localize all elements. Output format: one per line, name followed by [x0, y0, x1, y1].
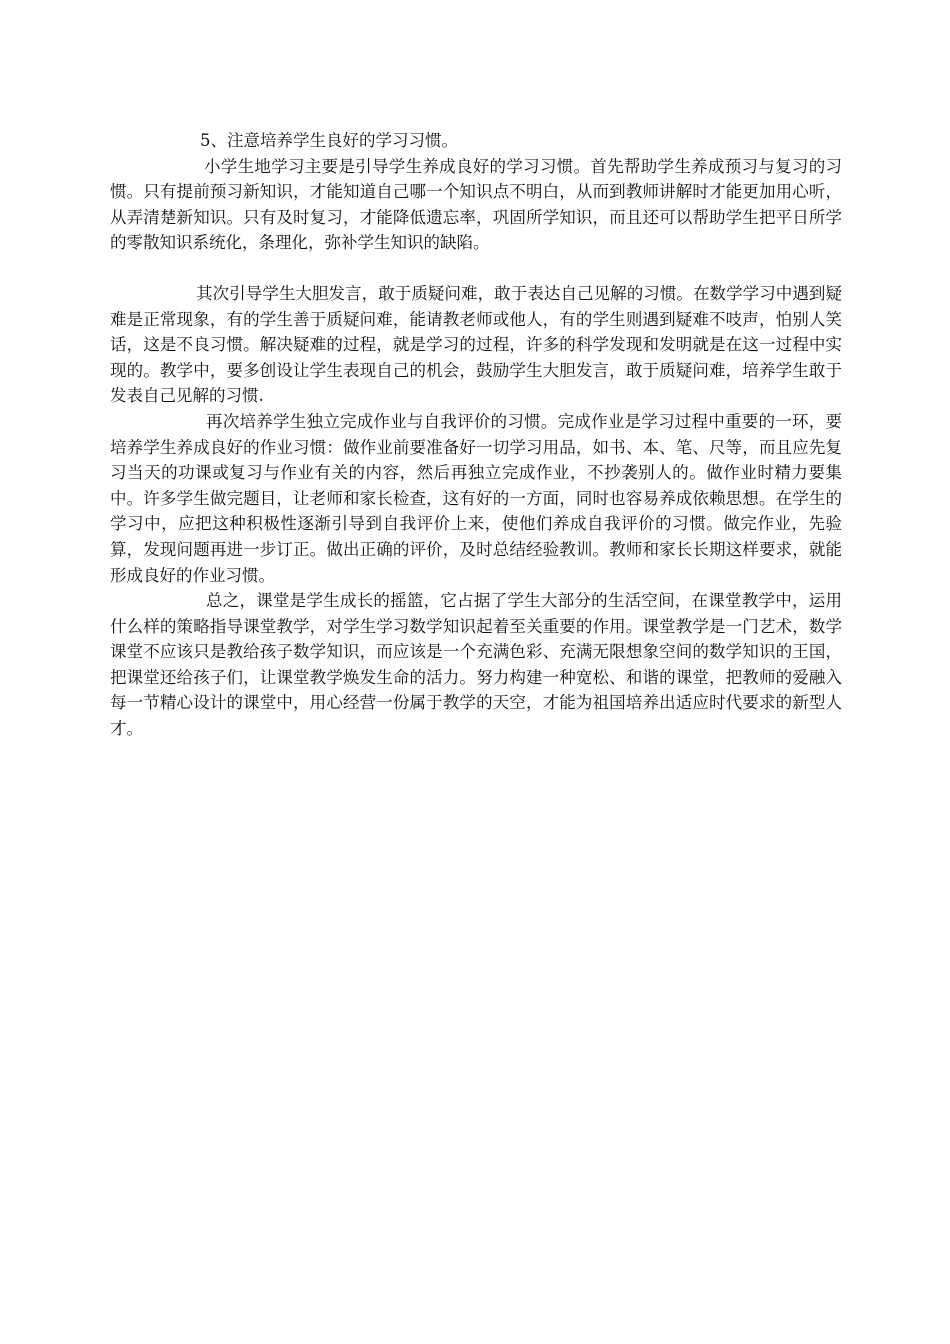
- paragraph-conclusion: 总之，课堂是学生成长的摇篮，它占据了学生大部分的生活空间，在课堂教学中，运用什么样的策略指导课堂教学，对学生学习数学知识起着至关重要的作用。课堂教学是一门艺术，数学课堂不应该只是教给孩子数学知识，而应该是一个充满色彩、充满无限想象空间的数学知识的王国，把课堂还给孩子们，让课堂教学焕发生命的活力。努力构建一种宽松、和谐的课堂，把教师的爱融入每一节精心设计的课堂中，用心经营一份属于教学的天空，才能为祖国培养出适应时代要求的新型人才。: [110, 591, 842, 739]
- paragraph-preview-review-habit: 小学生地学习主要是引导学生养成良好的学习习惯。首先帮助学生养成预习与复习的习惯。只有提前预习新知识，才能知道自己哪一个知识点不明白，从而到教师讲解时才能更加用心听，从弄清楚新知识。只有及时复习，才能降低遗忘率，巩固所学知识，而且还可以帮助学生把平日所学的零散知识系统化，条理化，弥补学生知识的缺陷。: [110, 156, 842, 253]
- section-heading: 5、注意培养学生良好的学习习惯。: [200, 131, 458, 150]
- document-page: [110, 128, 842, 742]
- paragraph-speaking-habit: 其次引导学生大胆发言，敢于质疑问难，敢于表达自己见解的习惯。在数学学习中遇到疑难是正常现象，有的学生善于质疑问难，能请教老师或他人，有的学生则遇到疑难不吱声，怕别人笑话，这是不良习惯。解决疑难的过程，就是学习的过程，许多的科学发现和发明就是在这一过程中实现的。教学中，要多创设让学生表现自己的机会，鼓励学生大胆发言，敢于质疑问难，培养学生敢于发表自己见解的习惯.: [110, 283, 842, 406]
- paragraph-homework-habit: 再次培养学生独立完成作业与自我评价的习惯。完成作业是学习过程中重要的一环，要培养学生养成良好的作业习惯：做作业前要准备好一切学习用品，如书、本、笔、尺等，而且应先复习当天的功课或复习与作业有关的内容，然后再独立完成作业，不抄袭别人的。做作业时精力要集中。许多学生做完题目，让老师和家长检查，这有好的一方面，同时也容易养成依赖思想。在学生的学习中，应把这种积极性逐渐引导到自我评价上来，使他们养成自我评价的习惯。做完作业，先验算，发现问题再进一步订正。做出正确的评价，及时总结经验教训。教师和家长长期这样要求，就能形成良好的作业习惯。: [110, 411, 842, 585]
